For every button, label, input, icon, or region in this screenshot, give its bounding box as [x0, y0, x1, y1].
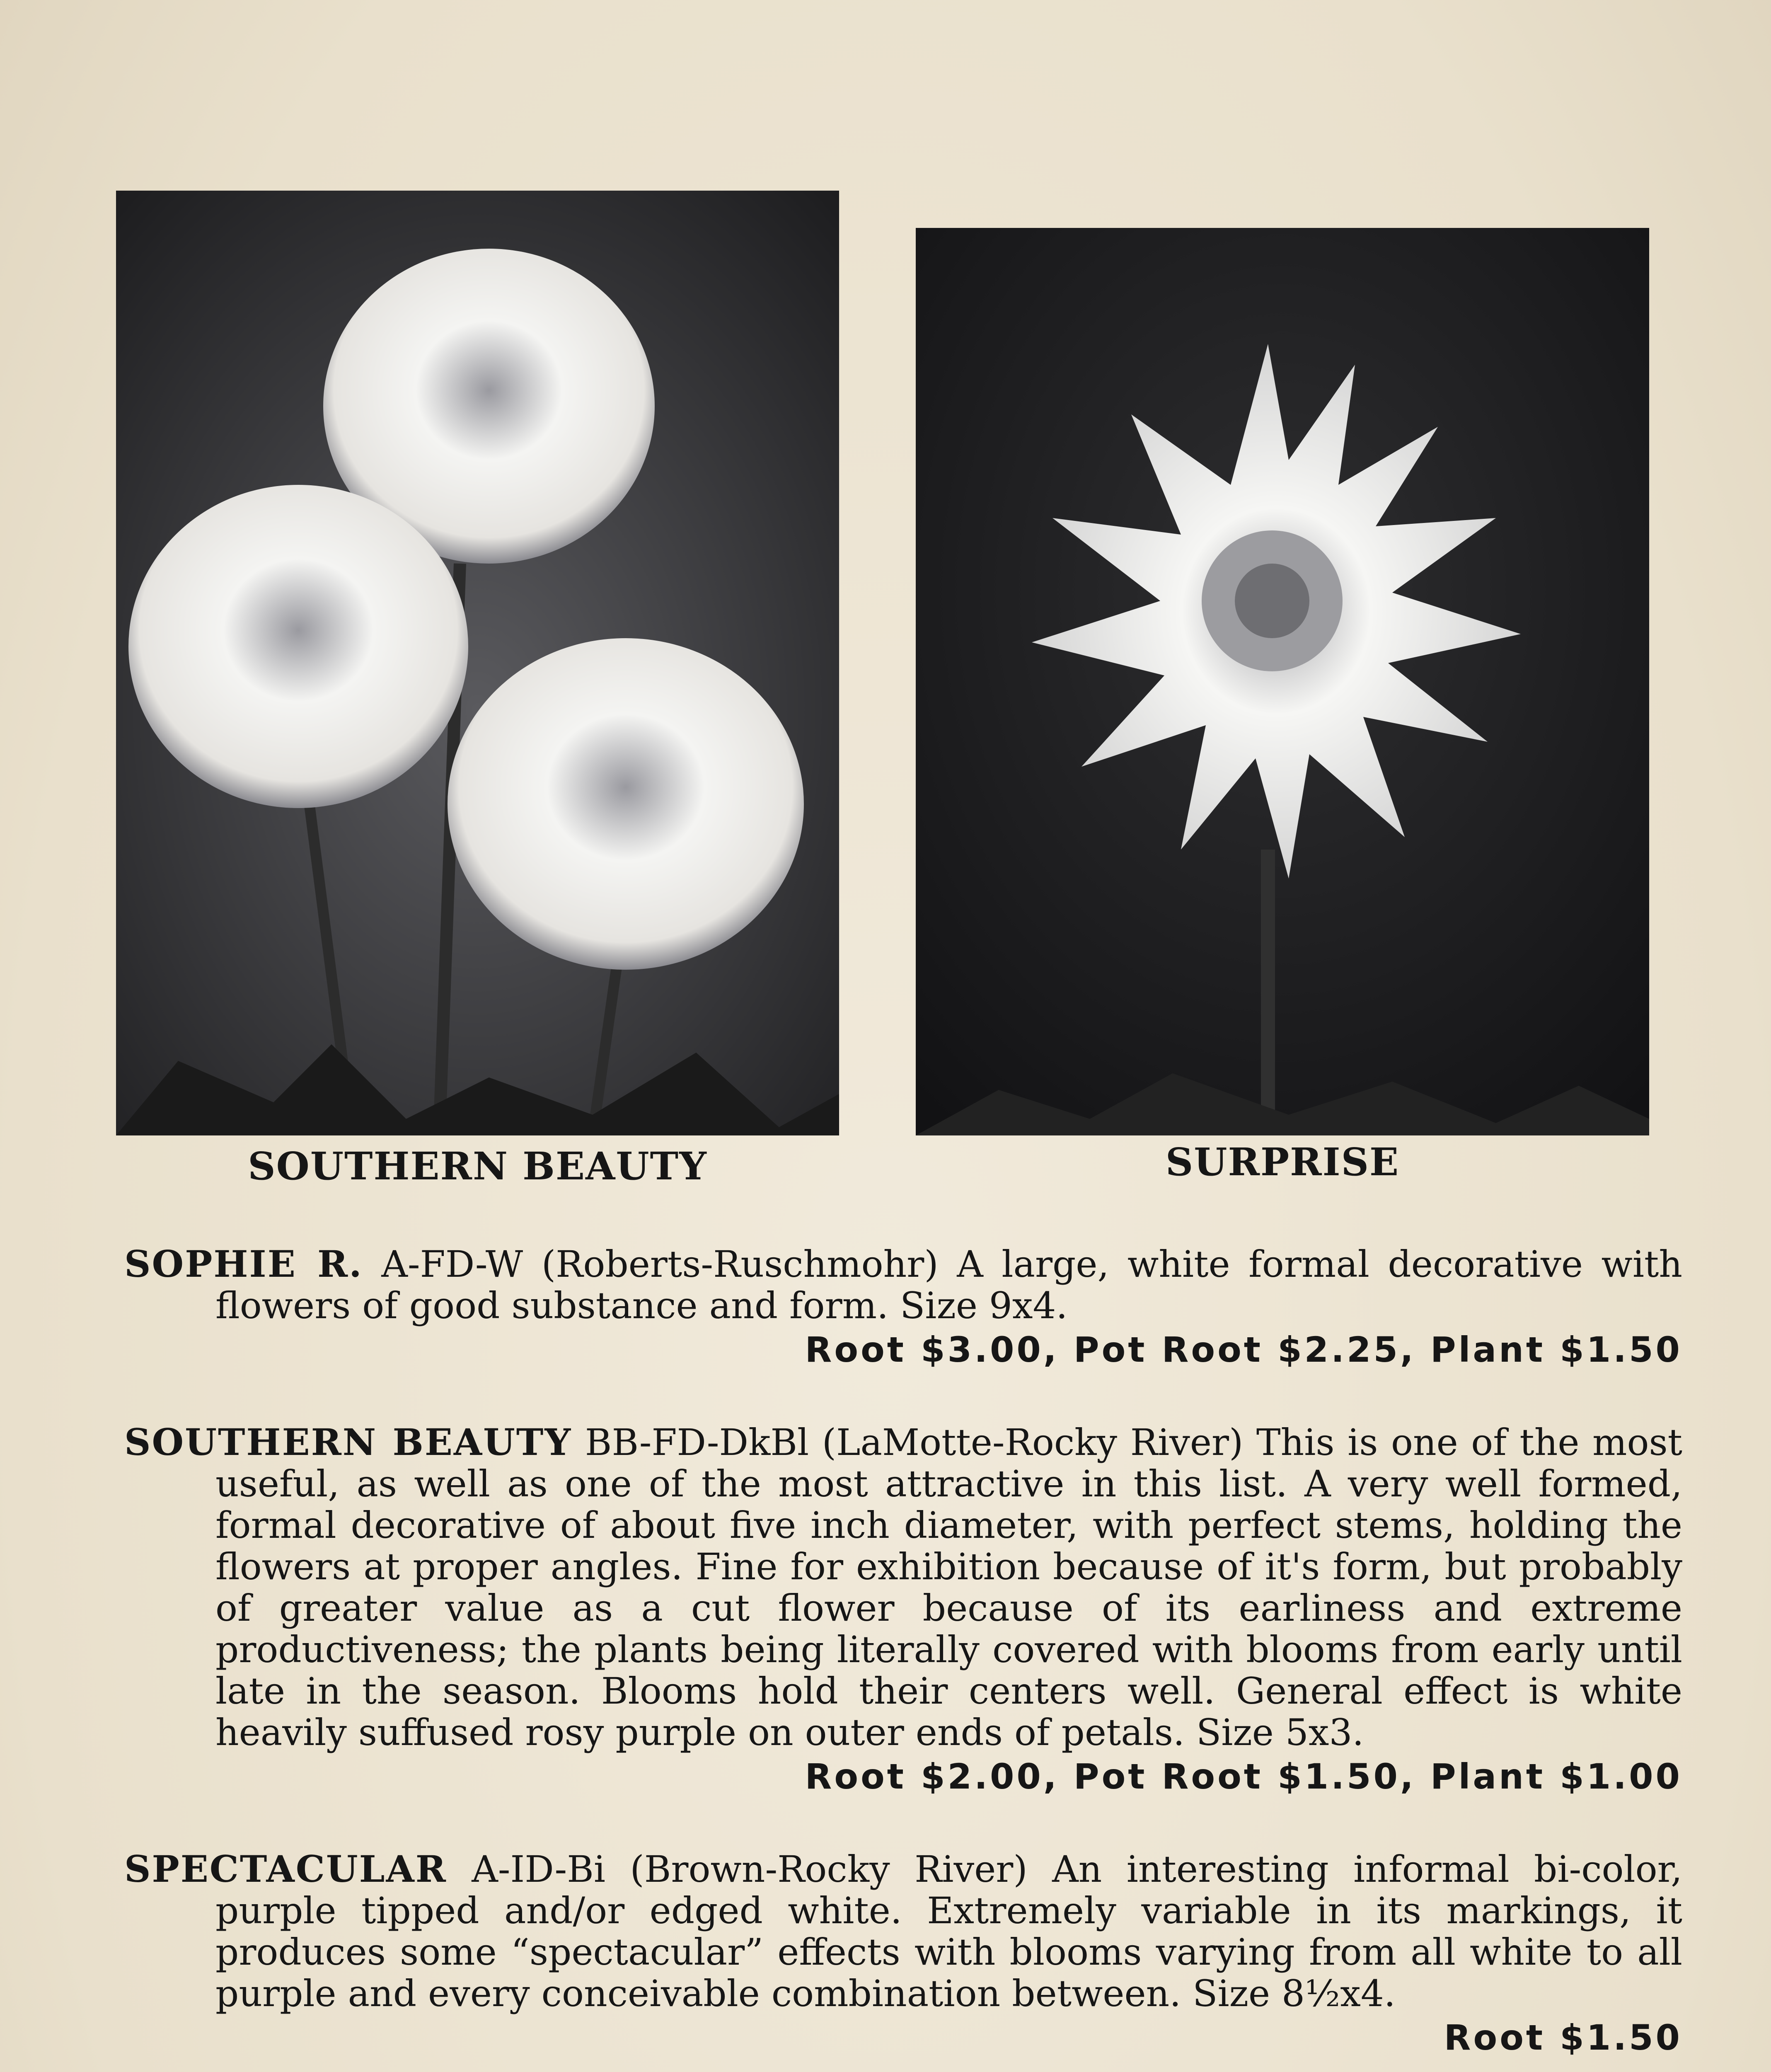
photo-surprise	[916, 228, 1649, 1135]
entry-description: BB-FD-DkBl (LaMotte-Rocky River) This is one of the most useful, as well as one of the most attractive in this list. A very well formed, formal decorative of about five inch diameter, with perfect stems, holding the flowers at proper angles. Fine for exhibition because of it's form, but probably of greater value as a cut flower because of its earliness and extreme productiveness; the plants being literally covered with blooms from early until late in the season. Blooms hold their centers well. General effect is white heavily suffused rosy purple on outer ends of petals. Size 5x3.	[215, 1421, 1682, 1754]
entry-southern-beauty	[124, 1421, 1682, 1797]
entry-description: A-ID-Bi (Brown-Rocky River) An interesting informal bi-color, purple tipped and/or edged white. Extremely variable in its markings, it produces some “spectacular” effects with blooms varying from all white to all purple and every conceivable combination between. Size 8½x4.	[215, 1848, 1682, 2015]
entry-price: Root $2.00, Pot Root $1.50, Plant $1.00	[805, 1756, 1682, 1797]
entry-name: SOUTHERN BEAUTY	[124, 1421, 572, 1464]
entry-spectacular	[124, 1848, 1682, 2058]
entry-name: SPECTACULAR	[124, 1847, 447, 1890]
entry-sophie-r	[124, 1243, 1682, 1370]
entry-price: Root $1.50	[1444, 2017, 1682, 2058]
entry-price: Root $3.00, Pot Root $2.25, Plant $1.50	[805, 1329, 1682, 1370]
entry-name: SOPHIE R.	[124, 1242, 363, 1285]
photo-southern-beauty	[116, 191, 839, 1135]
dahlia-image	[916, 228, 1649, 1135]
entry-description: A-FD-W (Roberts-Ruschmohr) A large, white formal decorative with flowers of good substance and form. Size 9x4.	[215, 1243, 1682, 1327]
caption-southern-beauty: SOUTHERN BEAUTY	[248, 1144, 707, 1188]
dahlia-image	[116, 191, 839, 1135]
caption-surprise: SURPRISE	[1165, 1140, 1400, 1184]
